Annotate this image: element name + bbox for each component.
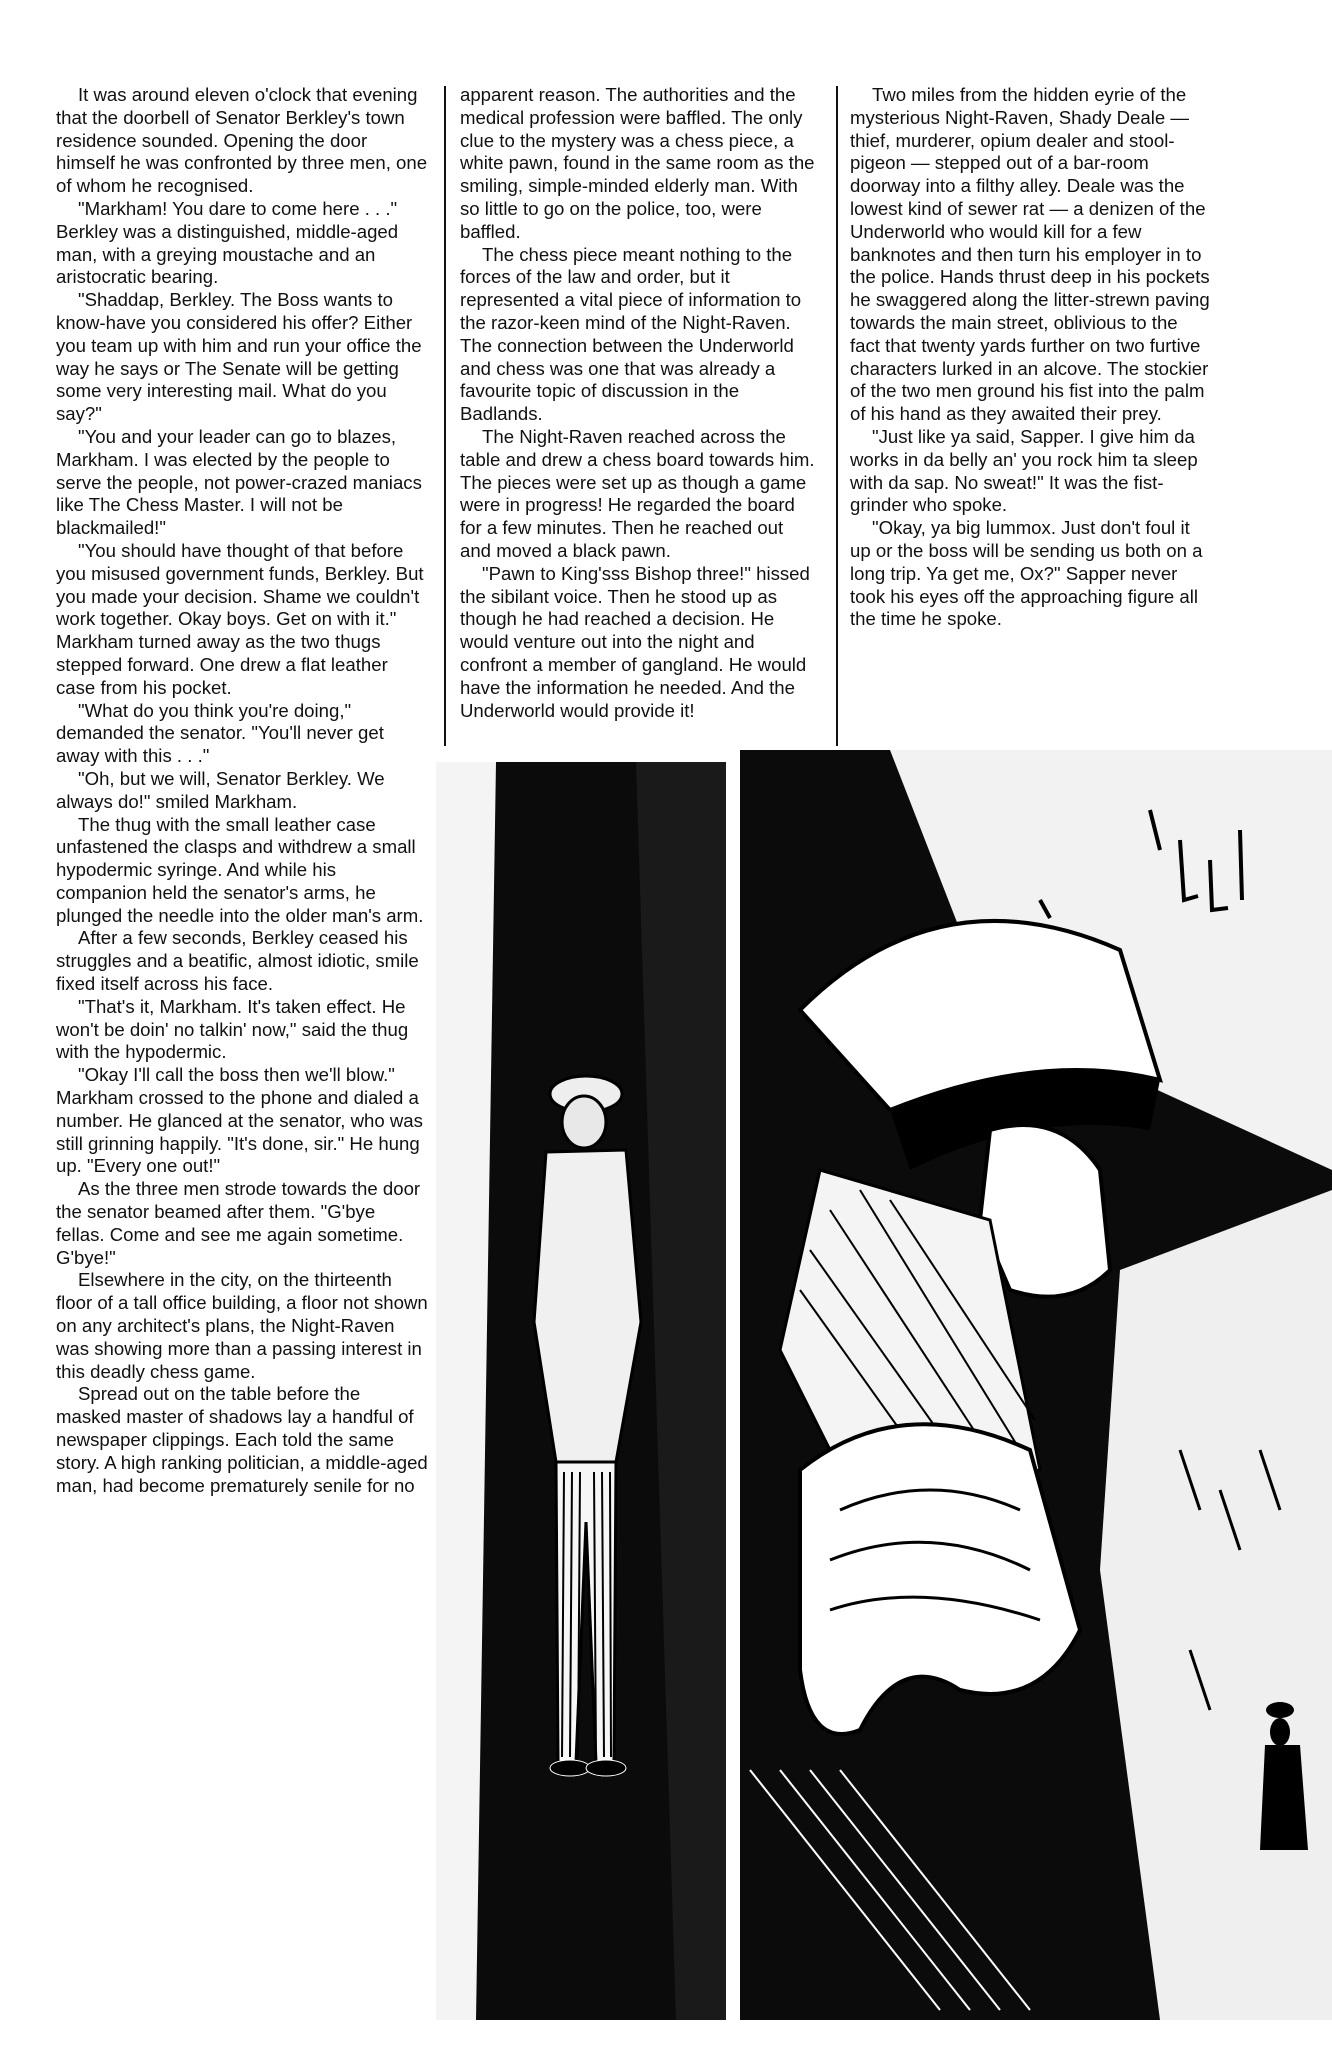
- paragraph: "That's it, Markham. It's taken effect. He won't be doin' no talkin' now," said the thug with the hypodermic.: [56, 995, 409, 1063]
- column-divider: [444, 86, 446, 746]
- paragraph: "You should have thought of that before you misused government funds, Berkley. But you made your decision. Shame we couldn't work together. Okay boys. Get on with it." Markham turned away as the two thugs stepped forward. One drew a flat leather case from his pocket.: [56, 539, 424, 698]
- illustration-panel-alley-figure: [436, 762, 726, 2020]
- paragraph: "Oh, but we will, Senator Berkley. We always do!" smiled Markham.: [56, 767, 385, 812]
- paragraph: Spread out on the table before the masked master of shadows lay a handful of newspaper clippings. Each told the same story. A high ranking politician, a middle-aged man, had become prematurely senile for no: [56, 1383, 428, 1496]
- paragraph: It was around eleven o'clock that evening that the doorbell of Senator Berkley's town residence sounded. Opening the door himself he was confronted by three men, one of whom he recognised.: [56, 84, 428, 197]
- paragraph: "Okay, ya big lummox. Just don't foul it up or the boss will be sending us both on a long trip. Ya get me, Ox?" Sapper never took his eyes off the approaching figure all the time he spoke.: [850, 517, 1203, 630]
- paragraph: The thug with the small leather case unfastened the clasps and withdrew a small hypodermic syringe. And while his companion held the senator's arms, he plunged the needle into the older man's arm.: [56, 813, 424, 926]
- text-column-2: [460, 84, 818, 722]
- column-divider: [836, 86, 838, 746]
- paragraph: "Markham! You dare to come here . . ." Berkley was a distinguished, middle-aged man, with a greying moustache and an aristocratic bearing.: [56, 197, 399, 288]
- paragraph: "You and your leader can go to blazes, Markham. I was elected by the people to serve the people, not power-crazed maniacs like The Chess Master. I will not be blackmailed!": [56, 425, 422, 539]
- illustration-panel-closeup: [740, 750, 1332, 2020]
- paragraph: As the three men strode towards the door the senator beamed after them. "G'bye fellas. Come and see me again sometime. G'bye!": [56, 1178, 421, 1268]
- text-column-3: [850, 84, 1210, 631]
- paragraph: "What do you think you're doing," demanded the senator. "You'll never get away with this . . .": [56, 699, 384, 767]
- paragraph: Two miles from the hidden eyrie of the mysterious Night-Raven, Shady Deale — thief, murderer, opium dealer and stool-pigeon — stepped out of a bar-room doorway into a filthy alley. Deale was the lowest kind of sewer rat — a denizen of the Underworld who would kill for a few banknotes and then turn his employer in to the police. Hands thrust deep in his pockets he swaggered along the litter-strewn paving towards the main street, oblivious to the fact that twenty yards further on two furtive characters lurked in an alcove. The stockier of the two men ground his fist into the palm of his hand as they awaited their prey.: [850, 84, 1210, 425]
- paragraph: apparent reason. The authorities and the medical profession were baffled. The only clue to the mystery was a chess piece, a white pawn, found in the same room as the smiling, simple-minded elderly man. With so little to go on the police, too, were baffled.: [460, 84, 815, 242]
- paragraph: "Pawn to King'sss Bishop three!" hissed the sibilant voice. Then he stood up as though he had reached a decision. He would venture out into the night and confront a member of gangland. He would have the information he needed. And the Underworld would provide it!: [460, 562, 810, 721]
- paragraph: "Shaddap, Berkley. The Boss wants to know-have you considered his offer? Either you team up with him and run your office the way he says or The Senate will be getting some very interesting mail. What do you say?": [56, 289, 422, 425]
- paragraph: "Okay I'll call the boss then we'll blow." Markham crossed to the phone and dialed a number. He glanced at the senator, who was still grinning happily. "It's done, sir." He hung up. "Every one out!": [56, 1064, 423, 1177]
- paragraph: Elsewhere in the city, on the thirteenth floor of a tall office building, a floor not shown on any architect's plans, the Night-Raven was showing more than a passing interest in this deadly chess game.: [56, 1269, 428, 1382]
- alley-figure-illustration: [436, 762, 726, 2020]
- paragraph: "Just like ya said, Sapper. I give him da works in da belly an' you rock him ta sleep with da sap. No sweat!" It was the fist-grinder who spoke.: [850, 425, 1198, 516]
- paragraph: The chess piece meant nothing to the forces of the law and order, but it represented a vital piece of information to the razor-keen mind of the Night-Raven. The connection between the Underworld and chess was one that was already a favourite topic of discussion in the Badlands.: [460, 243, 802, 425]
- paragraph: After a few seconds, Berkley ceased his struggles and a beatific, almost idiotic, smile fixed itself across his face.: [56, 927, 419, 995]
- text-column-1: [56, 84, 428, 1497]
- paragraph: The Night-Raven reached across the table and drew a chess board towards him. The pieces were set up as though a game were in progress! He regarded the board for a few minutes. Then he reached out and moved a black pawn.: [460, 425, 815, 561]
- closeup-figure-illustration: [740, 750, 1332, 2020]
